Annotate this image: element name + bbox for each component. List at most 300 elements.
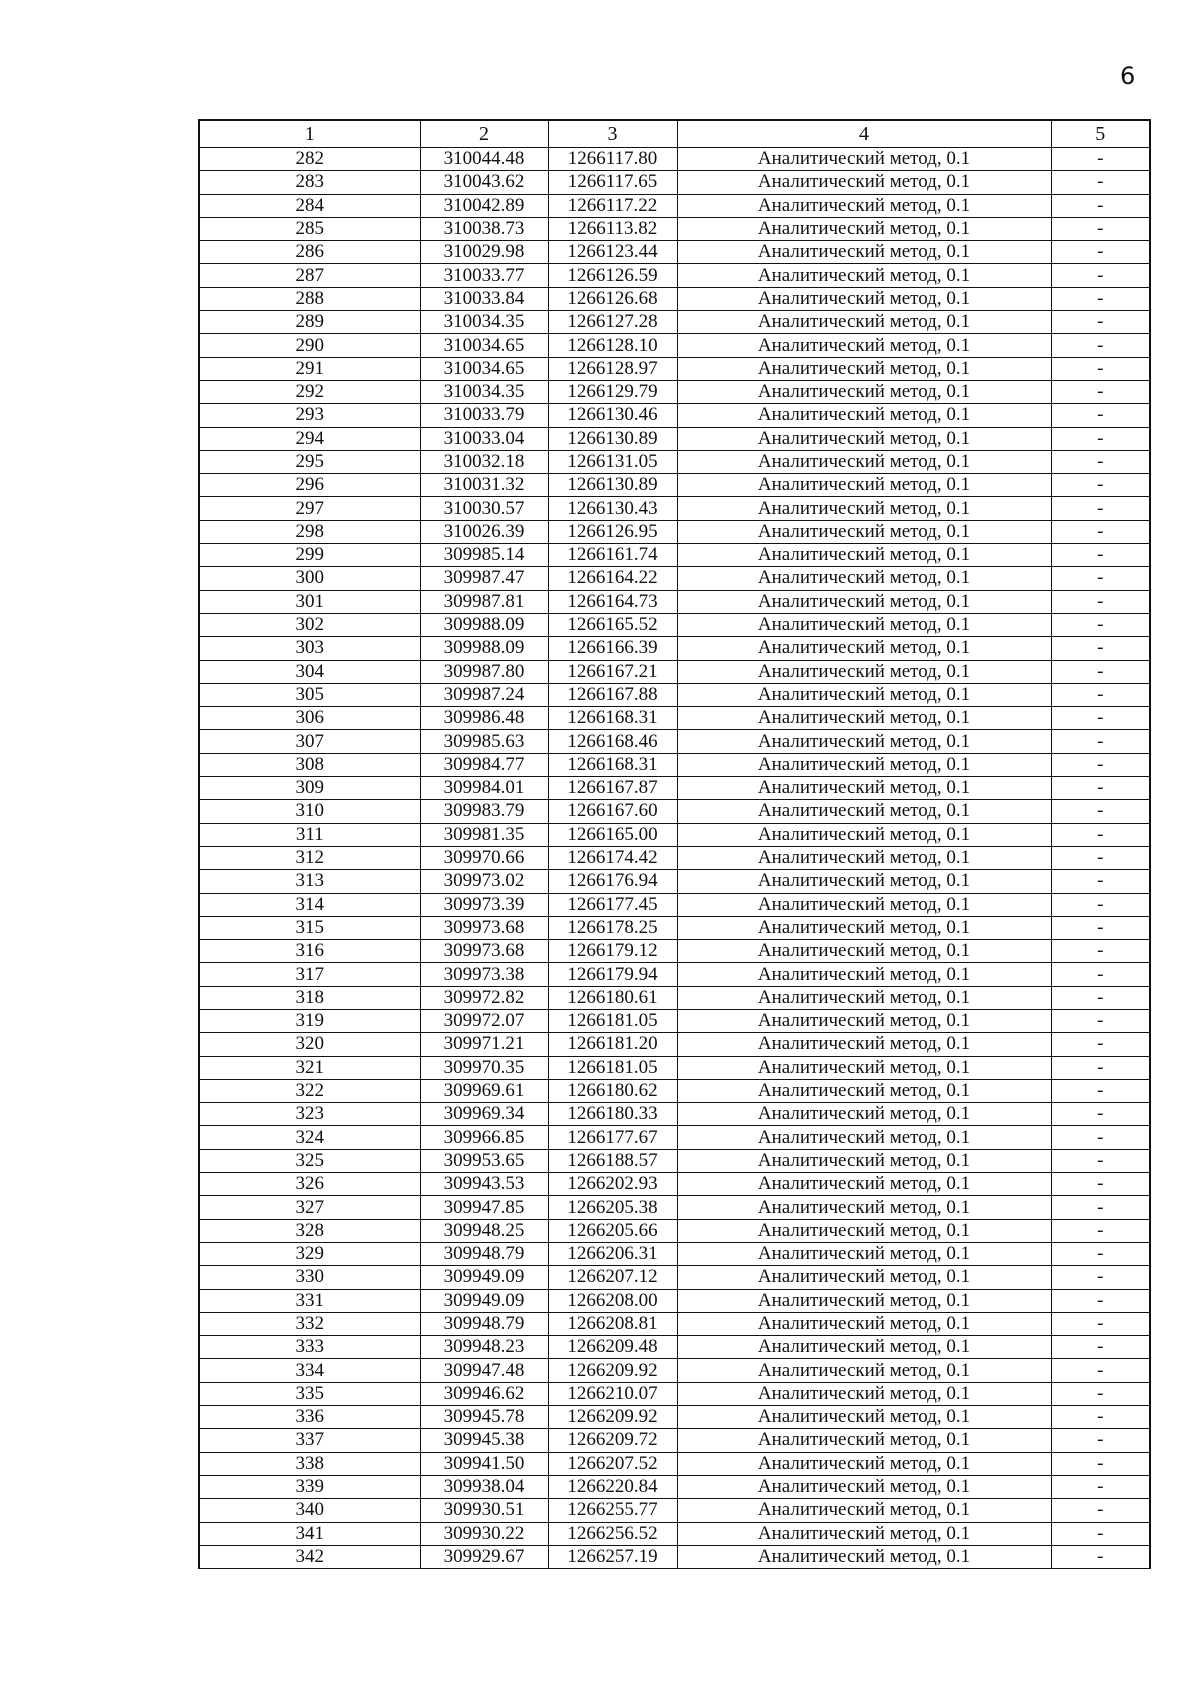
table-row bbox=[199, 590, 1150, 613]
description-cell: - bbox=[1051, 404, 1150, 427]
y-coordinate-cell: 1266161.74 bbox=[548, 544, 677, 567]
y-coordinate-cell: 1266208.81 bbox=[548, 1312, 677, 1335]
page-number: 6 bbox=[1120, 62, 1136, 90]
description-cell: - bbox=[1051, 1242, 1150, 1265]
point-number-cell: 323 bbox=[199, 1103, 420, 1126]
table-row bbox=[199, 963, 1150, 986]
y-coordinate-cell: 1266168.31 bbox=[548, 707, 677, 730]
table-row bbox=[199, 1196, 1150, 1219]
table-row bbox=[199, 940, 1150, 963]
table-row bbox=[199, 264, 1150, 287]
table-row bbox=[199, 823, 1150, 846]
description-cell: - bbox=[1051, 1196, 1150, 1219]
method-cell: Аналитический метод, 0.1 bbox=[677, 148, 1051, 171]
method-cell: Аналитический метод, 0.1 bbox=[677, 1452, 1051, 1475]
y-coordinate-cell: 1266117.65 bbox=[548, 171, 677, 194]
table-row bbox=[199, 1149, 1150, 1172]
y-coordinate-cell: 1266256.52 bbox=[548, 1522, 677, 1545]
table-row bbox=[199, 1382, 1150, 1405]
x-coordinate-cell: 309987.47 bbox=[420, 567, 548, 590]
description-cell: - bbox=[1051, 1009, 1150, 1032]
description-cell: - bbox=[1051, 1475, 1150, 1498]
y-coordinate-cell: 1266209.48 bbox=[548, 1336, 677, 1359]
method-cell: Аналитический метод, 0.1 bbox=[677, 1103, 1051, 1126]
description-cell: - bbox=[1051, 1266, 1150, 1289]
point-number-cell: 333 bbox=[199, 1336, 420, 1359]
table-row bbox=[199, 380, 1150, 403]
x-coordinate-cell: 310038.73 bbox=[420, 217, 548, 240]
point-number-cell: 304 bbox=[199, 660, 420, 683]
table-row bbox=[199, 870, 1150, 893]
table-row bbox=[199, 217, 1150, 240]
description-cell: - bbox=[1051, 730, 1150, 753]
description-cell: - bbox=[1051, 567, 1150, 590]
y-coordinate-cell: 1266205.66 bbox=[548, 1219, 677, 1242]
x-coordinate-cell: 309984.77 bbox=[420, 753, 548, 776]
description-cell: - bbox=[1051, 1336, 1150, 1359]
y-coordinate-cell: 1266174.42 bbox=[548, 846, 677, 869]
y-coordinate-cell: 1266209.92 bbox=[548, 1406, 677, 1429]
point-number-cell: 312 bbox=[199, 846, 420, 869]
x-coordinate-cell: 310030.57 bbox=[420, 497, 548, 520]
point-number-cell: 303 bbox=[199, 637, 420, 660]
y-coordinate-cell: 1266179.94 bbox=[548, 963, 677, 986]
y-coordinate-cell: 1266165.00 bbox=[548, 823, 677, 846]
description-cell: - bbox=[1051, 1149, 1150, 1172]
table-row bbox=[199, 660, 1150, 683]
method-cell: Аналитический метод, 0.1 bbox=[677, 986, 1051, 1009]
point-number-cell: 302 bbox=[199, 613, 420, 636]
x-coordinate-cell: 309970.66 bbox=[420, 846, 548, 869]
y-coordinate-cell: 1266202.93 bbox=[548, 1173, 677, 1196]
x-coordinate-cell: 310042.89 bbox=[420, 194, 548, 217]
x-coordinate-cell: 309987.81 bbox=[420, 590, 548, 613]
description-cell: - bbox=[1051, 823, 1150, 846]
method-cell: Аналитический метод, 0.1 bbox=[677, 1149, 1051, 1172]
x-coordinate-cell: 309984.01 bbox=[420, 777, 548, 800]
method-cell: Аналитический метод, 0.1 bbox=[677, 1359, 1051, 1382]
method-cell: Аналитический метод, 0.1 bbox=[677, 1126, 1051, 1149]
point-number-cell: 340 bbox=[199, 1499, 420, 1522]
x-coordinate-cell: 309969.61 bbox=[420, 1079, 548, 1102]
x-coordinate-cell: 310034.35 bbox=[420, 380, 548, 403]
x-coordinate-cell: 309973.38 bbox=[420, 963, 548, 986]
column-header-description: 5 bbox=[1051, 120, 1150, 148]
method-cell: Аналитический метод, 0.1 bbox=[677, 707, 1051, 730]
table-row bbox=[199, 893, 1150, 916]
point-number-cell: 330 bbox=[199, 1266, 420, 1289]
description-cell: - bbox=[1051, 753, 1150, 776]
table-row bbox=[199, 241, 1150, 264]
point-number-cell: 325 bbox=[199, 1149, 420, 1172]
x-coordinate-cell: 309973.68 bbox=[420, 916, 548, 939]
point-number-cell: 342 bbox=[199, 1545, 420, 1568]
description-cell: - bbox=[1051, 683, 1150, 706]
description-cell: - bbox=[1051, 264, 1150, 287]
point-number-cell: 306 bbox=[199, 707, 420, 730]
table-row bbox=[199, 777, 1150, 800]
y-coordinate-cell: 1266165.52 bbox=[548, 613, 677, 636]
method-cell: Аналитический метод, 0.1 bbox=[677, 590, 1051, 613]
method-cell: Аналитический метод, 0.1 bbox=[677, 1429, 1051, 1452]
point-number-cell: 318 bbox=[199, 986, 420, 1009]
x-coordinate-cell: 309971.21 bbox=[420, 1033, 548, 1056]
y-coordinate-cell: 1266220.84 bbox=[548, 1475, 677, 1498]
x-coordinate-cell: 309946.62 bbox=[420, 1382, 548, 1405]
method-cell: Аналитический метод, 0.1 bbox=[677, 846, 1051, 869]
x-coordinate-cell: 309973.39 bbox=[420, 893, 548, 916]
description-cell: - bbox=[1051, 1079, 1150, 1102]
method-cell: Аналитический метод, 0.1 bbox=[677, 1242, 1051, 1265]
method-cell: Аналитический метод, 0.1 bbox=[677, 1056, 1051, 1079]
description-cell: - bbox=[1051, 1312, 1150, 1335]
point-number-cell: 308 bbox=[199, 753, 420, 776]
x-coordinate-cell: 310033.77 bbox=[420, 264, 548, 287]
x-coordinate-cell: 310031.32 bbox=[420, 474, 548, 497]
y-coordinate-cell: 1266117.80 bbox=[548, 148, 677, 171]
point-number-cell: 307 bbox=[199, 730, 420, 753]
description-cell: - bbox=[1051, 241, 1150, 264]
description-cell: - bbox=[1051, 777, 1150, 800]
table-row bbox=[199, 1009, 1150, 1032]
y-coordinate-cell: 1266209.72 bbox=[548, 1429, 677, 1452]
y-coordinate-cell: 1266129.79 bbox=[548, 380, 677, 403]
description-cell: - bbox=[1051, 893, 1150, 916]
x-coordinate-cell: 310034.65 bbox=[420, 334, 548, 357]
x-coordinate-cell: 310033.04 bbox=[420, 427, 548, 450]
description-cell: - bbox=[1051, 940, 1150, 963]
x-coordinate-cell: 310034.65 bbox=[420, 357, 548, 380]
point-number-cell: 324 bbox=[199, 1126, 420, 1149]
x-coordinate-cell: 309945.78 bbox=[420, 1406, 548, 1429]
table-row bbox=[199, 846, 1150, 869]
column-header-point-number: 1 bbox=[199, 120, 420, 148]
y-coordinate-cell: 1266180.61 bbox=[548, 986, 677, 1009]
y-coordinate-cell: 1266179.12 bbox=[548, 940, 677, 963]
description-cell: - bbox=[1051, 800, 1150, 823]
point-number-cell: 322 bbox=[199, 1079, 420, 1102]
point-number-cell: 289 bbox=[199, 311, 420, 334]
y-coordinate-cell: 1266130.43 bbox=[548, 497, 677, 520]
y-coordinate-cell: 1266167.87 bbox=[548, 777, 677, 800]
description-cell: - bbox=[1051, 1382, 1150, 1405]
description-cell: - bbox=[1051, 1522, 1150, 1545]
point-number-cell: 328 bbox=[199, 1219, 420, 1242]
method-cell: Аналитический метод, 0.1 bbox=[677, 1336, 1051, 1359]
y-coordinate-cell: 1266167.21 bbox=[548, 660, 677, 683]
table-row bbox=[199, 637, 1150, 660]
table-row bbox=[199, 1056, 1150, 1079]
table-row bbox=[199, 287, 1150, 310]
method-cell: Аналитический метод, 0.1 bbox=[677, 1219, 1051, 1242]
coordinates-table bbox=[198, 119, 1151, 1569]
y-coordinate-cell: 1266164.73 bbox=[548, 590, 677, 613]
description-cell: - bbox=[1051, 427, 1150, 450]
method-cell: Аналитический метод, 0.1 bbox=[677, 777, 1051, 800]
y-coordinate-cell: 1266167.88 bbox=[548, 683, 677, 706]
column-header-y: 3 bbox=[548, 120, 677, 148]
y-coordinate-cell: 1266177.45 bbox=[548, 893, 677, 916]
point-number-cell: 300 bbox=[199, 567, 420, 590]
y-coordinate-cell: 1266206.31 bbox=[548, 1242, 677, 1265]
method-cell: Аналитический метод, 0.1 bbox=[677, 823, 1051, 846]
description-cell: - bbox=[1051, 707, 1150, 730]
method-cell: Аналитический метод, 0.1 bbox=[677, 264, 1051, 287]
method-cell: Аналитический метод, 0.1 bbox=[677, 567, 1051, 590]
y-coordinate-cell: 1266207.52 bbox=[548, 1452, 677, 1475]
description-cell: - bbox=[1051, 148, 1150, 171]
x-coordinate-cell: 309972.82 bbox=[420, 986, 548, 1009]
point-number-cell: 286 bbox=[199, 241, 420, 264]
description-cell: - bbox=[1051, 660, 1150, 683]
description-cell: - bbox=[1051, 1033, 1150, 1056]
point-number-cell: 297 bbox=[199, 497, 420, 520]
description-cell: - bbox=[1051, 963, 1150, 986]
point-number-cell: 319 bbox=[199, 1009, 420, 1032]
y-coordinate-cell: 1266181.05 bbox=[548, 1056, 677, 1079]
x-coordinate-cell: 310034.35 bbox=[420, 311, 548, 334]
table-row bbox=[199, 148, 1150, 171]
table-row bbox=[199, 1475, 1150, 1498]
table-row bbox=[199, 1103, 1150, 1126]
point-number-cell: 285 bbox=[199, 217, 420, 240]
point-number-cell: 320 bbox=[199, 1033, 420, 1056]
x-coordinate-cell: 309970.35 bbox=[420, 1056, 548, 1079]
method-cell: Аналитический метод, 0.1 bbox=[677, 1196, 1051, 1219]
description-cell: - bbox=[1051, 1219, 1150, 1242]
x-coordinate-cell: 310043.62 bbox=[420, 171, 548, 194]
y-coordinate-cell: 1266207.12 bbox=[548, 1266, 677, 1289]
x-coordinate-cell: 309972.07 bbox=[420, 1009, 548, 1032]
method-cell: Аналитический метод, 0.1 bbox=[677, 404, 1051, 427]
description-cell: - bbox=[1051, 194, 1150, 217]
y-coordinate-cell: 1266208.00 bbox=[548, 1289, 677, 1312]
point-number-cell: 339 bbox=[199, 1475, 420, 1498]
method-cell: Аналитический метод, 0.1 bbox=[677, 334, 1051, 357]
point-number-cell: 293 bbox=[199, 404, 420, 427]
y-coordinate-cell: 1266205.38 bbox=[548, 1196, 677, 1219]
table-row bbox=[199, 1219, 1150, 1242]
x-coordinate-cell: 309988.09 bbox=[420, 613, 548, 636]
description-cell: - bbox=[1051, 497, 1150, 520]
y-coordinate-cell: 1266128.10 bbox=[548, 334, 677, 357]
method-cell: Аналитический метод, 0.1 bbox=[677, 1522, 1051, 1545]
x-coordinate-cell: 309973.02 bbox=[420, 870, 548, 893]
description-cell: - bbox=[1051, 1406, 1150, 1429]
x-coordinate-cell: 309953.65 bbox=[420, 1149, 548, 1172]
point-number-cell: 309 bbox=[199, 777, 420, 800]
point-number-cell: 299 bbox=[199, 544, 420, 567]
x-coordinate-cell: 309966.85 bbox=[420, 1126, 548, 1149]
table-row bbox=[199, 1242, 1150, 1265]
point-number-cell: 305 bbox=[199, 683, 420, 706]
column-header-method: 4 bbox=[677, 120, 1051, 148]
table-body bbox=[199, 148, 1150, 1569]
method-cell: Аналитический метод, 0.1 bbox=[677, 520, 1051, 543]
y-coordinate-cell: 1266177.67 bbox=[548, 1126, 677, 1149]
point-number-cell: 332 bbox=[199, 1312, 420, 1335]
description-cell: - bbox=[1051, 380, 1150, 403]
x-coordinate-cell: 309929.67 bbox=[420, 1545, 548, 1568]
point-number-cell: 331 bbox=[199, 1289, 420, 1312]
point-number-cell: 335 bbox=[199, 1382, 420, 1405]
table-row bbox=[199, 427, 1150, 450]
method-cell: Аналитический метод, 0.1 bbox=[677, 450, 1051, 473]
table-row bbox=[199, 474, 1150, 497]
y-coordinate-cell: 1266127.28 bbox=[548, 311, 677, 334]
x-coordinate-cell: 309943.53 bbox=[420, 1173, 548, 1196]
y-coordinate-cell: 1266113.82 bbox=[548, 217, 677, 240]
method-cell: Аналитический метод, 0.1 bbox=[677, 380, 1051, 403]
method-cell: Аналитический метод, 0.1 bbox=[677, 730, 1051, 753]
point-number-cell: 290 bbox=[199, 334, 420, 357]
description-cell: - bbox=[1051, 1289, 1150, 1312]
description-cell: - bbox=[1051, 1056, 1150, 1079]
table-row bbox=[199, 311, 1150, 334]
method-cell: Аналитический метод, 0.1 bbox=[677, 1382, 1051, 1405]
x-coordinate-cell: 309988.09 bbox=[420, 637, 548, 660]
method-cell: Аналитический метод, 0.1 bbox=[677, 357, 1051, 380]
y-coordinate-cell: 1266181.20 bbox=[548, 1033, 677, 1056]
point-number-cell: 314 bbox=[199, 893, 420, 916]
table-row bbox=[199, 1336, 1150, 1359]
y-coordinate-cell: 1266167.60 bbox=[548, 800, 677, 823]
table-row bbox=[199, 194, 1150, 217]
table-row bbox=[199, 707, 1150, 730]
point-number-cell: 288 bbox=[199, 287, 420, 310]
point-number-cell: 292 bbox=[199, 380, 420, 403]
y-coordinate-cell: 1266181.05 bbox=[548, 1009, 677, 1032]
table-row bbox=[199, 1499, 1150, 1522]
x-coordinate-cell: 310033.84 bbox=[420, 287, 548, 310]
description-cell: - bbox=[1051, 916, 1150, 939]
description-cell: - bbox=[1051, 217, 1150, 240]
method-cell: Аналитический метод, 0.1 bbox=[677, 171, 1051, 194]
method-cell: Аналитический метод, 0.1 bbox=[677, 637, 1051, 660]
point-number-cell: 316 bbox=[199, 940, 420, 963]
point-number-cell: 329 bbox=[199, 1242, 420, 1265]
table-row bbox=[199, 1359, 1150, 1382]
y-coordinate-cell: 1266126.59 bbox=[548, 264, 677, 287]
table-row bbox=[199, 404, 1150, 427]
description-cell: - bbox=[1051, 357, 1150, 380]
x-coordinate-cell: 309987.24 bbox=[420, 683, 548, 706]
point-number-cell: 321 bbox=[199, 1056, 420, 1079]
table-row bbox=[199, 567, 1150, 590]
description-cell: - bbox=[1051, 171, 1150, 194]
table-header-row bbox=[199, 120, 1150, 148]
method-cell: Аналитический метод, 0.1 bbox=[677, 287, 1051, 310]
method-cell: Аналитический метод, 0.1 bbox=[677, 497, 1051, 520]
point-number-cell: 341 bbox=[199, 1522, 420, 1545]
x-coordinate-cell: 310044.48 bbox=[420, 148, 548, 171]
x-coordinate-cell: 309948.25 bbox=[420, 1219, 548, 1242]
description-cell: - bbox=[1051, 1103, 1150, 1126]
point-number-cell: 283 bbox=[199, 171, 420, 194]
table-row bbox=[199, 1126, 1150, 1149]
method-cell: Аналитический метод, 0.1 bbox=[677, 1545, 1051, 1568]
point-number-cell: 336 bbox=[199, 1406, 420, 1429]
point-number-cell: 282 bbox=[199, 148, 420, 171]
method-cell: Аналитический метод, 0.1 bbox=[677, 963, 1051, 986]
y-coordinate-cell: 1266168.31 bbox=[548, 753, 677, 776]
x-coordinate-cell: 309986.48 bbox=[420, 707, 548, 730]
point-number-cell: 291 bbox=[199, 357, 420, 380]
y-coordinate-cell: 1266166.39 bbox=[548, 637, 677, 660]
description-cell: - bbox=[1051, 1173, 1150, 1196]
table-row bbox=[199, 1033, 1150, 1056]
table-row bbox=[199, 916, 1150, 939]
method-cell: Аналитический метод, 0.1 bbox=[677, 800, 1051, 823]
y-coordinate-cell: 1266131.05 bbox=[548, 450, 677, 473]
method-cell: Аналитический метод, 0.1 bbox=[677, 241, 1051, 264]
x-coordinate-cell: 309949.09 bbox=[420, 1289, 548, 1312]
method-cell: Аналитический метод, 0.1 bbox=[677, 474, 1051, 497]
description-cell: - bbox=[1051, 986, 1150, 1009]
y-coordinate-cell: 1266117.22 bbox=[548, 194, 677, 217]
method-cell: Аналитический метод, 0.1 bbox=[677, 1266, 1051, 1289]
method-cell: Аналитический метод, 0.1 bbox=[677, 1079, 1051, 1102]
point-number-cell: 295 bbox=[199, 450, 420, 473]
y-coordinate-cell: 1266210.07 bbox=[548, 1382, 677, 1405]
table-row bbox=[199, 1312, 1150, 1335]
y-coordinate-cell: 1266176.94 bbox=[548, 870, 677, 893]
description-cell: - bbox=[1051, 334, 1150, 357]
x-coordinate-cell: 309949.09 bbox=[420, 1266, 548, 1289]
method-cell: Аналитический метод, 0.1 bbox=[677, 1499, 1051, 1522]
column-header-x: 2 bbox=[420, 120, 548, 148]
description-cell: - bbox=[1051, 1359, 1150, 1382]
table-row bbox=[199, 1266, 1150, 1289]
table-row bbox=[199, 1429, 1150, 1452]
method-cell: Аналитический метод, 0.1 bbox=[677, 1312, 1051, 1335]
description-cell: - bbox=[1051, 1545, 1150, 1568]
table-row bbox=[199, 1545, 1150, 1568]
point-number-cell: 317 bbox=[199, 963, 420, 986]
y-coordinate-cell: 1266130.89 bbox=[548, 474, 677, 497]
x-coordinate-cell: 309983.79 bbox=[420, 800, 548, 823]
method-cell: Аналитический метод, 0.1 bbox=[677, 544, 1051, 567]
method-cell: Аналитический метод, 0.1 bbox=[677, 683, 1051, 706]
table-row bbox=[199, 357, 1150, 380]
table-row bbox=[199, 1522, 1150, 1545]
point-number-cell: 298 bbox=[199, 520, 420, 543]
method-cell: Аналитический метод, 0.1 bbox=[677, 613, 1051, 636]
description-cell: - bbox=[1051, 311, 1150, 334]
description-cell: - bbox=[1051, 1499, 1150, 1522]
table-row bbox=[199, 613, 1150, 636]
y-coordinate-cell: 1266164.22 bbox=[548, 567, 677, 590]
point-number-cell: 296 bbox=[199, 474, 420, 497]
point-number-cell: 301 bbox=[199, 590, 420, 613]
x-coordinate-cell: 309969.34 bbox=[420, 1103, 548, 1126]
method-cell: Аналитический метод, 0.1 bbox=[677, 870, 1051, 893]
table-row bbox=[199, 450, 1150, 473]
point-number-cell: 284 bbox=[199, 194, 420, 217]
y-coordinate-cell: 1266209.92 bbox=[548, 1359, 677, 1382]
point-number-cell: 294 bbox=[199, 427, 420, 450]
x-coordinate-cell: 309938.04 bbox=[420, 1475, 548, 1498]
description-cell: - bbox=[1051, 1452, 1150, 1475]
description-cell: - bbox=[1051, 846, 1150, 869]
x-coordinate-cell: 309987.80 bbox=[420, 660, 548, 683]
table-row bbox=[199, 1289, 1150, 1312]
point-number-cell: 313 bbox=[199, 870, 420, 893]
y-coordinate-cell: 1266168.46 bbox=[548, 730, 677, 753]
x-coordinate-cell: 309981.35 bbox=[420, 823, 548, 846]
method-cell: Аналитический метод, 0.1 bbox=[677, 427, 1051, 450]
table-row bbox=[199, 986, 1150, 1009]
